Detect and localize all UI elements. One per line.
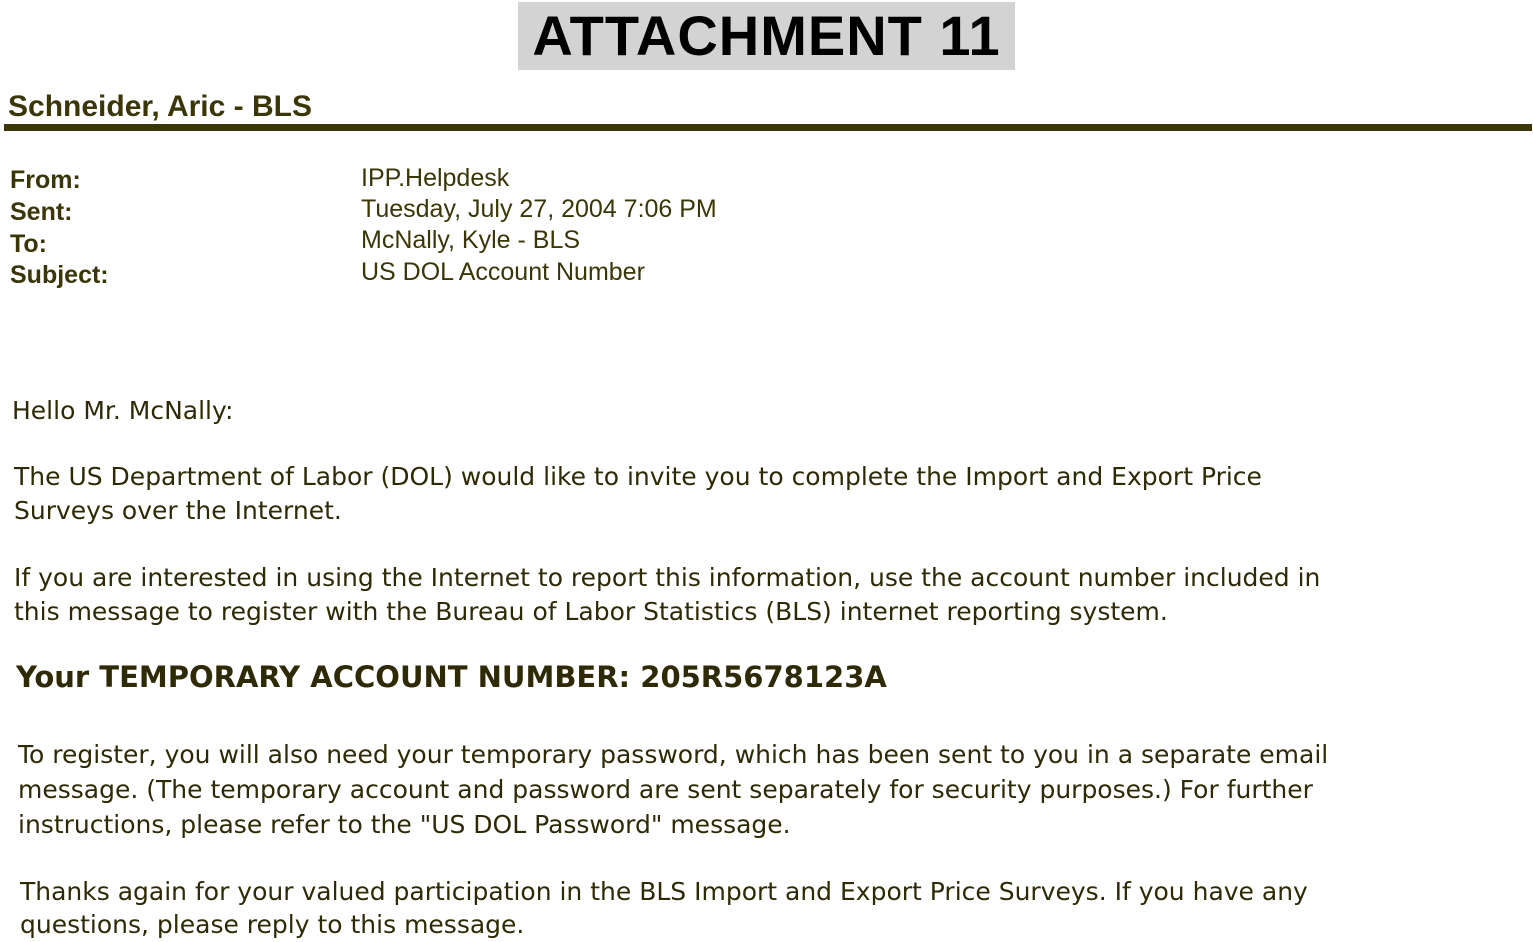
header-divider bbox=[4, 124, 1532, 131]
account-number-value: 205R5678123A bbox=[640, 660, 887, 694]
mailbox-owner-name: Schneider, Aric - BLS bbox=[8, 90, 312, 123]
attachment-label: ATTACHMENT 11 bbox=[518, 2, 1015, 70]
paragraph-register-line-1: To register, you will also need your temporary password, which has been sent to you in a separate email bbox=[18, 740, 1329, 769]
from-value: IPP.Helpdesk bbox=[361, 164, 510, 192]
paragraph-thanks-line-2: questions, please reply to this message. bbox=[20, 910, 525, 939]
paragraph-register-line-3: instructions, please refer to the "US DOL Password" message. bbox=[18, 810, 791, 839]
account-number-label: Your TEMPORARY ACCOUNT NUMBER: bbox=[16, 660, 631, 694]
paragraph-register-line-2: message. (The temporary account and password are sent separately for security purposes.) For further bbox=[18, 775, 1313, 804]
sent-value: Tuesday, July 27, 2004 7:06 PM bbox=[361, 195, 717, 223]
subject-label: Subject: bbox=[10, 261, 109, 289]
paragraph-interest-line-2: this message to register with the Bureau of Labor Statistics (BLS) internet reporting system. bbox=[14, 597, 1168, 626]
paragraph-invite-line-1: The US Department of Labor (DOL) would like to invite you to complete the Import and Export Price bbox=[14, 462, 1262, 491]
paragraph-invite-line-2: Surveys over the Internet. bbox=[14, 496, 342, 525]
sent-label: Sent: bbox=[10, 198, 73, 226]
subject-value: US DOL Account Number bbox=[361, 258, 645, 286]
from-label: From: bbox=[10, 166, 81, 194]
to-label: To: bbox=[10, 230, 48, 258]
to-value: McNally, Kyle - BLS bbox=[361, 226, 581, 254]
greeting: Hello Mr. McNally: bbox=[12, 396, 234, 425]
paragraph-thanks-line-1: Thanks again for your valued participation in the BLS Import and Export Price Surveys. If you have any bbox=[20, 877, 1308, 906]
paragraph-interest-line-1: If you are interested in using the Internet to report this information, use the account number included in bbox=[14, 563, 1321, 592]
temporary-account-number bbox=[16, 660, 887, 694]
